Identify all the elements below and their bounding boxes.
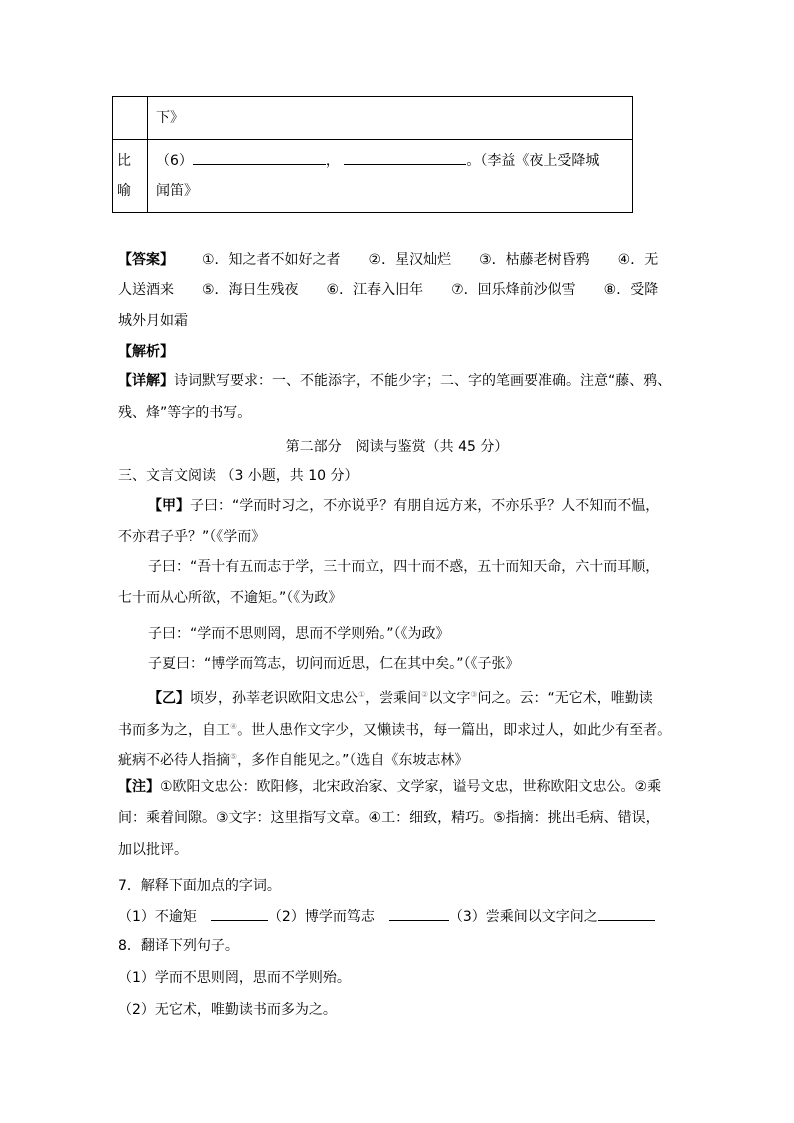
yi-line — [118, 717, 671, 741]
footnote-ref: ① — [358, 690, 366, 699]
yi-text: 疵病不必待人指摘 — [118, 752, 230, 769]
detail-text: 诗词默写要求：一、不能添字，不能少字；二、字的笔画要准确。注意“藤、鸦、 — [174, 373, 672, 389]
q8-item: （1）学而不思则罔，思而不学则殆。 — [118, 970, 351, 986]
answer-blank[interactable] — [598, 906, 655, 921]
part-title: 第二部分 阅读与鉴赏（共 45 分） — [285, 439, 509, 455]
jia-line: 子夏曰：“博学而笃志，切问而近思，仁在其中矣。”（《子张》 — [148, 656, 520, 672]
yi-text: 。世人患作文字少，又懒读书，每一篇出，即求过人，如此少有至者。 — [237, 722, 672, 739]
note-line — [118, 777, 661, 797]
jia-line — [148, 496, 659, 516]
jia-line: 七十而从心所欲，不逾矩。”（《为政》 — [118, 590, 343, 606]
answer-blank[interactable] — [344, 150, 466, 165]
q7-item: （3）尝乘间以文字问之 — [448, 909, 598, 925]
answer-tag: 【答案】 — [118, 252, 174, 268]
analysis-tag: 【解析】 — [118, 344, 174, 360]
detail-line — [118, 371, 671, 391]
table-cell-text: 下》 — [148, 97, 633, 140]
jia-tag: 【甲】 — [148, 498, 190, 514]
note-line: 加以批评。 — [118, 842, 188, 858]
note-tag: 【注】 — [118, 779, 160, 795]
table-cell-label: 比喻 — [113, 140, 148, 213]
q8-item: （2）无它术，唯勤读书而多为之。 — [118, 1002, 337, 1018]
footnote-ref: ④ — [230, 722, 238, 731]
answer-blank[interactable] — [389, 906, 449, 921]
yi-text: 以文字 — [428, 690, 471, 707]
yi-text: ，尝乘间 — [365, 690, 422, 707]
answer-text: ①．知之者不如好之者 ②．星汉灿烂 ③．枯藤老树昏鸦 ④．无 — [202, 252, 659, 268]
yi-text: 顷岁，孙莘老识欧阳文忠公 — [190, 690, 358, 707]
answer-blank[interactable] — [193, 150, 326, 165]
yi-text: 问之。云：“无它术，唯勤读 — [477, 690, 653, 707]
detail-line: 残、烽”等字的书写。 — [118, 405, 252, 421]
table-cell-label — [113, 97, 148, 140]
q7-item: （1）不逾矩 — [118, 909, 197, 925]
source-text: 闻笛》 — [156, 183, 198, 199]
yi-line — [148, 685, 653, 709]
item-number: （6） — [156, 153, 193, 169]
jia-line: 子曰：“吾十有五而志于学，三十而立，四十而不惑，五十而知天命，六十而耳顺， — [148, 559, 660, 575]
footnote-ref: ⑤ — [230, 752, 238, 761]
jia-line: 不亦君子乎？”（《学而》 — [118, 529, 266, 545]
yi-text: 书而多为之，自工 — [118, 722, 230, 739]
question-7-title: 7．解释下面加点的字词。 — [118, 878, 281, 894]
answer-blank[interactable] — [211, 906, 268, 921]
jia-line: 子曰：“学而不思则罔，思而不学则殆。”（《为政》 — [148, 626, 450, 642]
yi-line — [118, 747, 468, 771]
q7-item: （2）博学而笃志 — [267, 909, 375, 925]
section-heading: 三、文言文阅读 （3 小题，共 10 分） — [118, 468, 359, 484]
note-text: ①欧阳文忠公：欧阳修，北宋政治家、文学家，谥号文忠，世称欧阳文忠公。②乘 — [160, 779, 662, 795]
question-8-title: 8．翻译下列句子。 — [118, 938, 239, 954]
punct: ， — [325, 153, 340, 169]
table-cell-fill — [148, 140, 633, 213]
source-text: 。（李益《夜上受降城 — [466, 153, 600, 169]
jia-text: 子曰：“学而时习之，不亦说乎？有朋自远方来，不亦乐乎？人不知而不愠， — [190, 498, 660, 514]
footnote-ref: ③ — [470, 690, 478, 699]
answer-line: 人送酒来 ⑤．海日生残夜 ⑥．江春入旧年 ⑦．回乐烽前沙似雪 ⑧．受降 — [118, 282, 659, 298]
answer-line — [118, 250, 658, 270]
question-7-items — [118, 906, 655, 927]
detail-tag: 【详解】 — [118, 373, 174, 389]
note-line: 间：乘着间隙。③文字：这里指写文章。④工：细致，精巧。⑤指摘：挑出毛病、错误， — [118, 810, 660, 826]
yi-tag: 【乙】 — [148, 690, 190, 707]
answer-line: 城外月如霜 — [118, 313, 188, 329]
footnote-ref: ② — [421, 690, 429, 699]
yi-text: ，多作自能见之。”（选自《东坡志林》 — [237, 752, 469, 769]
poetry-table — [112, 96, 633, 213]
